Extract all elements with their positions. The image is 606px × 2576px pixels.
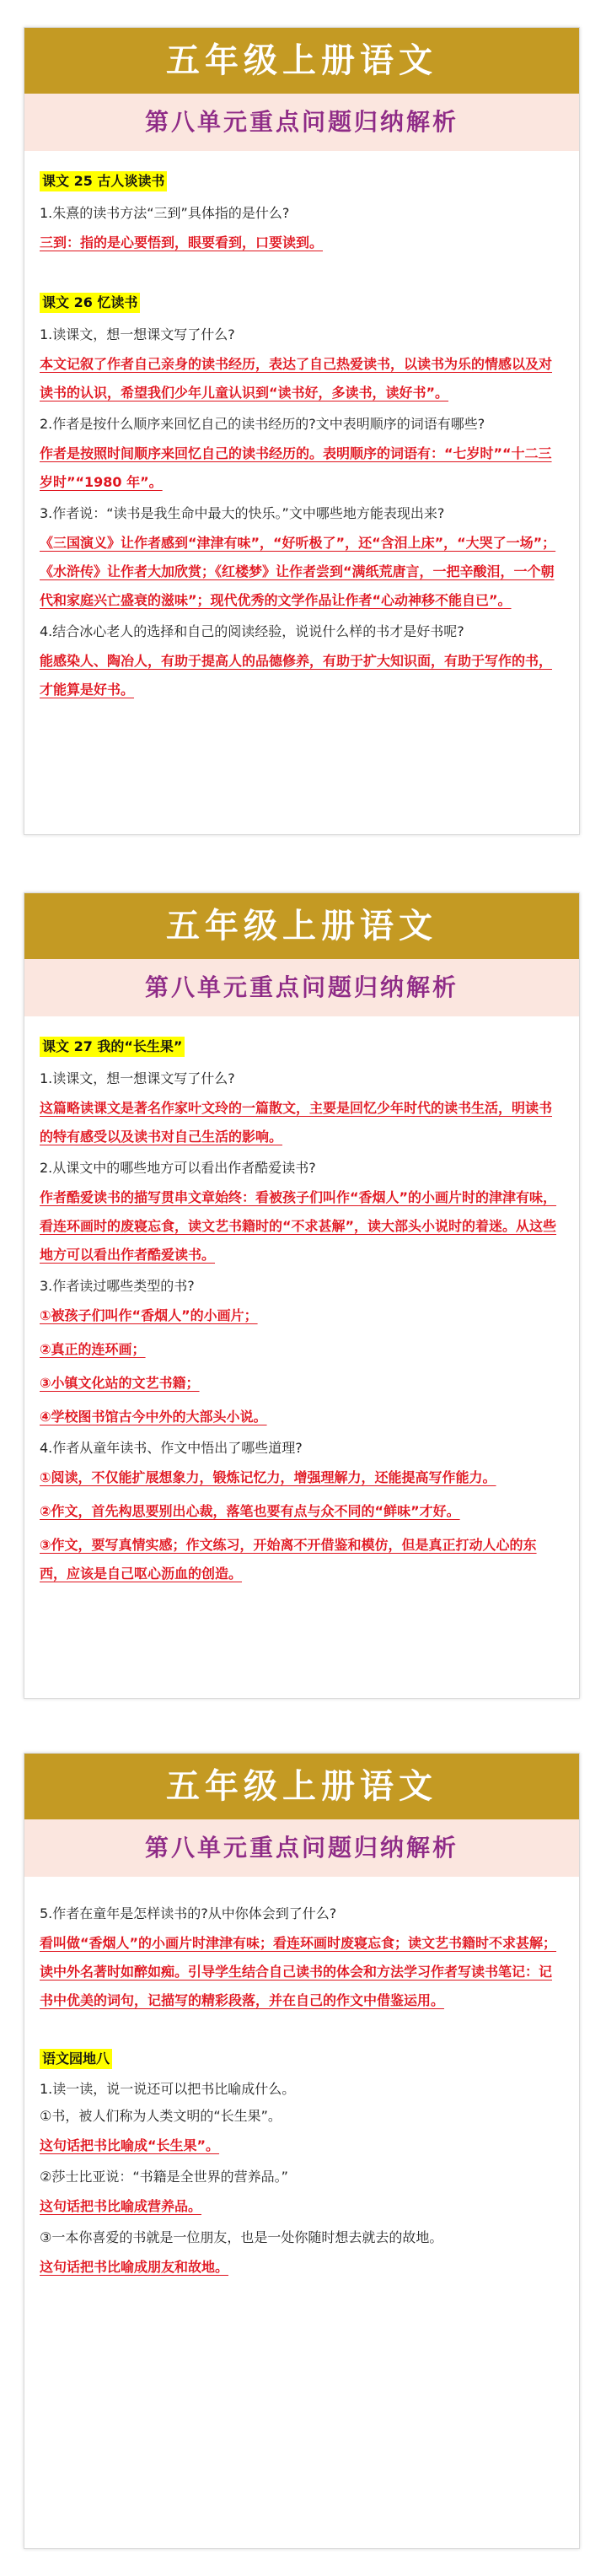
answer-item: ①阅读，不仅能扩展想象力，锻炼记忆力，增强理解力，还能提高写作能力。 <box>40 1469 496 1485</box>
page-content <box>24 151 579 704</box>
answer: 看叫做“香烟人”的小画片时津津有味；看连环画时废寝忘食；读文艺书籍时不求甚解；读中外名著时如醉如痴。引导学生结合自己读书的体会和方法学习作者写读书笔记：记书中优美的词句，记描写的精彩段落，并在自己的作文中借鉴运用。 <box>40 1935 557 2008</box>
answer-item: ③作文，要写真情实感；作文练习，开始离不开借鉴和模仿，但是真正打动人心的东西，应该是自己呕心沥血的创造。 <box>40 1537 537 1582</box>
page-card-2 <box>24 892 580 1699</box>
page-subtitle: 第八单元重点问题归纳解析 <box>24 959 579 1016</box>
page-card-1 <box>24 27 580 835</box>
answer: 这句话把书比喻成朋友和故地。 <box>40 2259 229 2275</box>
spacer <box>40 1889 562 1897</box>
example-item: ③一本你喜爱的书就是一位朋友，也是一处你随时想去就去的故地。 <box>40 2229 443 2245</box>
page-content <box>24 1016 579 1588</box>
question: 1.读一读，说一说还可以把书比喻成什么。 <box>40 2081 296 2097</box>
question: 4.结合冰心老人的选择和自己的阅读经验，说说什么样的书才是好书呢? <box>40 623 464 639</box>
answer-item: ③小镇文化站的文艺书籍； <box>40 1375 200 1391</box>
answer: 作者酷爱读书的描写贯串文章始终：看被孩子们叫作“香烟人”的小画片时的津津有味，看连环画时的废寝忘食，读文艺书籍时的“不求甚解”，读大部头小说时的着迷。从这些地方可以看出作者酷爱读书。 <box>40 1189 557 1263</box>
page-subtitle: 第八单元重点问题归纳解析 <box>24 1819 579 1877</box>
page-title: 五年级上册语文 <box>24 28 579 94</box>
question: 2.从课文中的哪些地方可以看出作者酷爱读书? <box>40 1160 316 1176</box>
answer-item: ①被孩子们叫作“香烟人”的小画片； <box>40 1307 258 1323</box>
page-title: 五年级上册语文 <box>24 893 579 959</box>
page-card-3 <box>24 1753 580 2549</box>
question: 3.作者读过哪些类型的书? <box>40 1278 195 1294</box>
lesson-label: 课文 27 我的“长生果” <box>40 1037 185 1057</box>
answer: 《三国演义》让作者感到“津津有味”，“好听极了”，还“含泪上床”，“大哭了一场”；《水浒传》让作者大加欣赏；《红楼梦》让作者尝到“满纸荒唐言，一把辛酸泪，一个朝代和家庭兴亡盛衰的滋味”；现代优秀的文学作品让作者“心动神移不能自已”。 <box>40 535 556 608</box>
answer: 这句话把书比喻成营养品。 <box>40 2198 202 2214</box>
example-item: ②莎士比亚说：“书籍是全世界的营养品。” <box>40 2169 288 2185</box>
answer: 这句话把书比喻成“长生果”。 <box>40 2137 220 2153</box>
spacer <box>40 264 562 284</box>
question: 5.作者在童年是怎样读书的?从中你体会到了什么? <box>40 1905 337 1921</box>
answer: 三到：指的是心要悟到，眼要看到，口要读到。 <box>40 234 324 251</box>
question: 4.作者从童年读书、作文中悟出了哪些道理? <box>40 1440 303 1456</box>
question: 1.读课文，想一想课文写了什么? <box>40 326 235 342</box>
question: 3.作者说：“读书是我生命中最大的快乐。”文中哪些地方能表现出来? <box>40 505 445 521</box>
page-content <box>24 1877 579 2282</box>
question: 2.作者是按什么顺序来回忆自己的读书经历的?文中表明顺序的词语有哪些? <box>40 416 485 432</box>
answer: 这篇略读课文是著名作家叶文玲的一篇散文，主要是回忆少年时代的读书生活，明读书的特有感受以及读书对自己生活的影响。 <box>40 1100 553 1145</box>
lesson-label: 课文 26 忆读书 <box>40 293 140 313</box>
lesson-label: 语文园地八 <box>40 2049 112 2069</box>
answer-item: ②作文，首先构思要别出心裁，落笔也要有点与众不同的“鲜味”才好。 <box>40 1503 460 1519</box>
page-subtitle: 第八单元重点问题归纳解析 <box>24 94 579 151</box>
answer: 能感染人、陶冶人，有助于提高人的品德修养，有助于扩大知识面，有助于写作的书，才能算是好书。 <box>40 653 553 698</box>
question: 1.读课文，想一想课文写了什么? <box>40 1070 235 1086</box>
page-title: 五年级上册语文 <box>24 1754 579 1819</box>
answer: 本文记叙了作者自己亲身的读书经历，表达了自己热爱读书，以读书为乐的情感以及对读书的认识，希望我们少年儿童认识到“读书好，多读书，读好书”。 <box>40 356 553 401</box>
spacer <box>40 2020 562 2040</box>
answer-item: ②真正的连环画； <box>40 1341 146 1357</box>
answer: 作者是按照时间顺序来回忆自己的读书经历的。表明顺序的词语有：“七岁时”“十二三岁时”“1980 年”。 <box>40 445 552 490</box>
example-item: ①书，被人们称为人类文明的“长生果”。 <box>40 2108 282 2124</box>
answer-item: ④学校图书馆古今中外的大部头小说。 <box>40 1409 267 1425</box>
lesson-label: 课文 25 古人谈读书 <box>40 171 167 191</box>
question: 1.朱熹的读书方法“三到”具体指的是什么? <box>40 205 290 221</box>
